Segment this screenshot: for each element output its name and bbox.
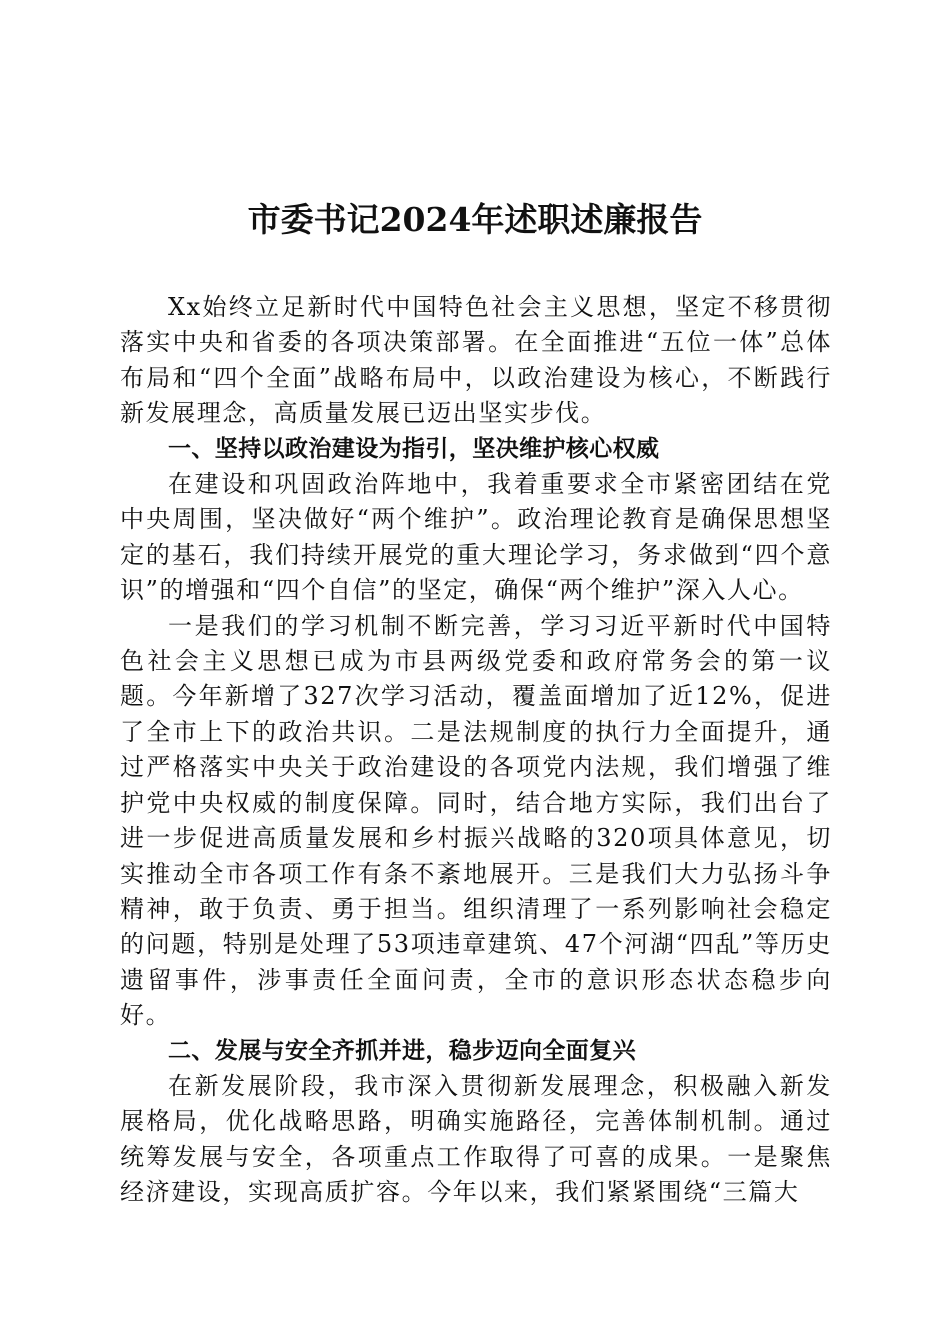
document-title: 市委书记2024年述职述廉报告 bbox=[247, 200, 703, 239]
section-heading-1: 一、坚持以政治建设为指引，坚决维护核心权威 bbox=[168, 435, 660, 462]
section-heading-2: 二、发展与安全齐抓并进，稳步迈向全面复兴 bbox=[168, 1037, 636, 1064]
intro-paragraph: Xx始终立足新时代中国特色社会主义思想，坚定不移贯彻落实中央和省委的各项决策部署。在全面推进“五位一体”总体布局和“四个全面”战略布局中，以政治建设为核心，不断践行新发展理念，高质量发展已迈出坚实步伐。 bbox=[120, 293, 832, 428]
section-1-paragraph-1: 在建设和巩固政治阵地中，我着重要求全市紧密团结在党中央周围，坚决做好“两个维护”。政治理论教育是确保思想坚定的基石，我们持续开展党的重大理论学习，务求做到“四个意识”的增强和“四个自信”的坚定，确保“两个维护”深入人心。 bbox=[120, 470, 832, 605]
section-1-paragraph-2: 一是我们的学习机制不断完善，学习习近平新时代中国特色社会主义思想已成为市县两级党委和政府常务会的第一议题。今年新增了327次学习活动，覆盖面增加了近12%，促进了全市上下的政治共识。二是法规制度的执行力全面提升，通过严格落实中央关于政治建设的各项党内法规，我们增强了维护党中央权威的制度保障。同时，结合地方实际，我们出台了进一步促进高质量发展和乡村振兴战略的320项具体意见，切实推动全市各项工作有条不紊地展开。三是我们大力弘扬斗争精神，敢于负责、勇于担当。组织清理了一系列影响社会稳定的问题，特别是处理了53项违章建筑、47个河湖“四乱”等历史遗留事件，涉事责任全面问责，全市的意识形态状态稳步向好。 bbox=[120, 611, 832, 1030]
document-body bbox=[120, 290, 832, 1211]
section-2-paragraph-1: 在新发展阶段，我市深入贯彻新发展理念，积极融入新发展格局，优化战略思路，明确实施路径，完善体制机制。通过统筹发展与安全，各项重点工作取得了可喜的成果。一是聚焦经济建设，实现高质扩容。今年以来，我们紧紧围绕“三篇大 bbox=[120, 1071, 832, 1207]
